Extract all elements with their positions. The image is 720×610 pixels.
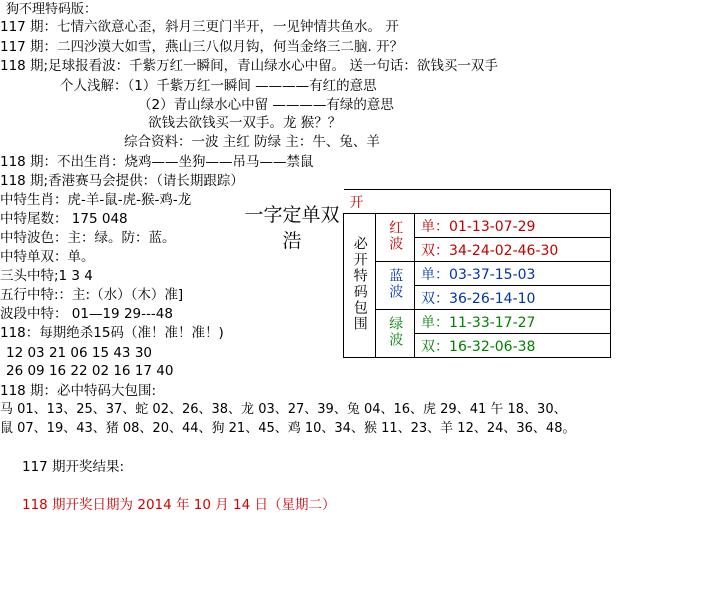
line-118-a: 118 期;足球报看波：千紫万红一瞬间，青山绿水心中留。 送一句话：欲钱买一双手	[0, 58, 498, 74]
left-label: 必开特码包围	[351, 235, 368, 332]
odd-even-line: 中特单双：单。	[0, 249, 95, 265]
green-even: 双：16-32-06-38	[415, 334, 610, 358]
red-odd: 单：01-13-07-29	[415, 214, 610, 238]
zodiac-line: 中特生肖：虎-羊-鼠-虎-猴-鸡-龙	[0, 192, 192, 208]
section-line: 波段中特： 01—19 29---48	[0, 306, 173, 322]
left-label-cell	[344, 214, 376, 358]
green-wave-label: 绿波	[376, 310, 415, 358]
explain-3: 欲钱去欲钱买一双手。龙 猴？？	[148, 115, 342, 131]
red-even: 双：34-24-02-46-30	[415, 238, 610, 262]
big-row-2: 鼠 07、19、43、猪 08、20、44、狗 21、45、鸡 10、34、猴 11、23、羊 12、24、36、48。	[0, 421, 576, 436]
code15-row-1: 12 03 21 06 15 43 30	[6, 345, 152, 361]
special-code-table	[343, 189, 611, 358]
hk-title: 118 期;香港赛马会提供：（请长期跟踪）	[0, 173, 244, 189]
green-odd: 单：11-33-17-27	[415, 310, 610, 334]
wave-line: 中特波色：主：绿。防：蓝。	[0, 230, 176, 246]
line-117-b: 117 期：二四沙漠大如雪，燕山三八似月钩，何当金络三二脑. 开？	[0, 39, 404, 55]
explain-1: 个人浅解：（1）千紫万红一瞬间 ————有红的意思	[60, 78, 377, 94]
next-date-line: 118 期开奖日期为 2014 年 10 月 14 日（星期二）	[22, 497, 336, 513]
big-row-1: 马 01、13、25、37、蛇 02、26、38、龙 03、27、39、兔 04、16、虎 29、41 午 18、30、	[0, 402, 567, 417]
open-cell: 开	[344, 190, 611, 214]
result-line: 117 期开奖结果:	[22, 459, 125, 475]
code15-title: 118：每期绝杀15码（准！准！准！)	[0, 325, 224, 341]
code15-row-2: 26 09 16 22 02 16 17 40	[6, 363, 174, 379]
big-title: 118 期：必中特码大包围:	[0, 383, 157, 399]
blue-wave-label: 蓝波	[376, 262, 415, 310]
no-zodiac-line: 118 期：不出生肖：烧鸡——坐狗——吊马——禁鼠	[0, 154, 314, 170]
blue-even: 双：36-26-14-10	[415, 286, 610, 310]
explain-2: （2）青山绿水心中留 ————有绿的意思	[138, 97, 394, 113]
red-wave-label: 红波	[376, 214, 415, 262]
tail-line: 中特尾数： 175 048	[0, 211, 128, 227]
blue-odd: 单：03-37-15-03	[415, 262, 610, 286]
summary-line: 综合资料：一波 主红 防绿 主：牛、兔、羊	[124, 134, 380, 150]
head3-line: 三头中特;1 3 4	[0, 268, 93, 284]
motto-line-2: 浩	[282, 230, 302, 252]
page-title: 狗不理特码版：	[6, 2, 98, 17]
motto	[240, 202, 344, 254]
motto-line-1: 一字定单双	[244, 204, 340, 226]
line-117-a: 117 期：七情六欲意心歪，斜月三更门半开，一见钟情共鱼水。 开	[0, 19, 399, 35]
five-elements-line: 五行中特:：主:（水）（木）准]	[0, 287, 184, 303]
